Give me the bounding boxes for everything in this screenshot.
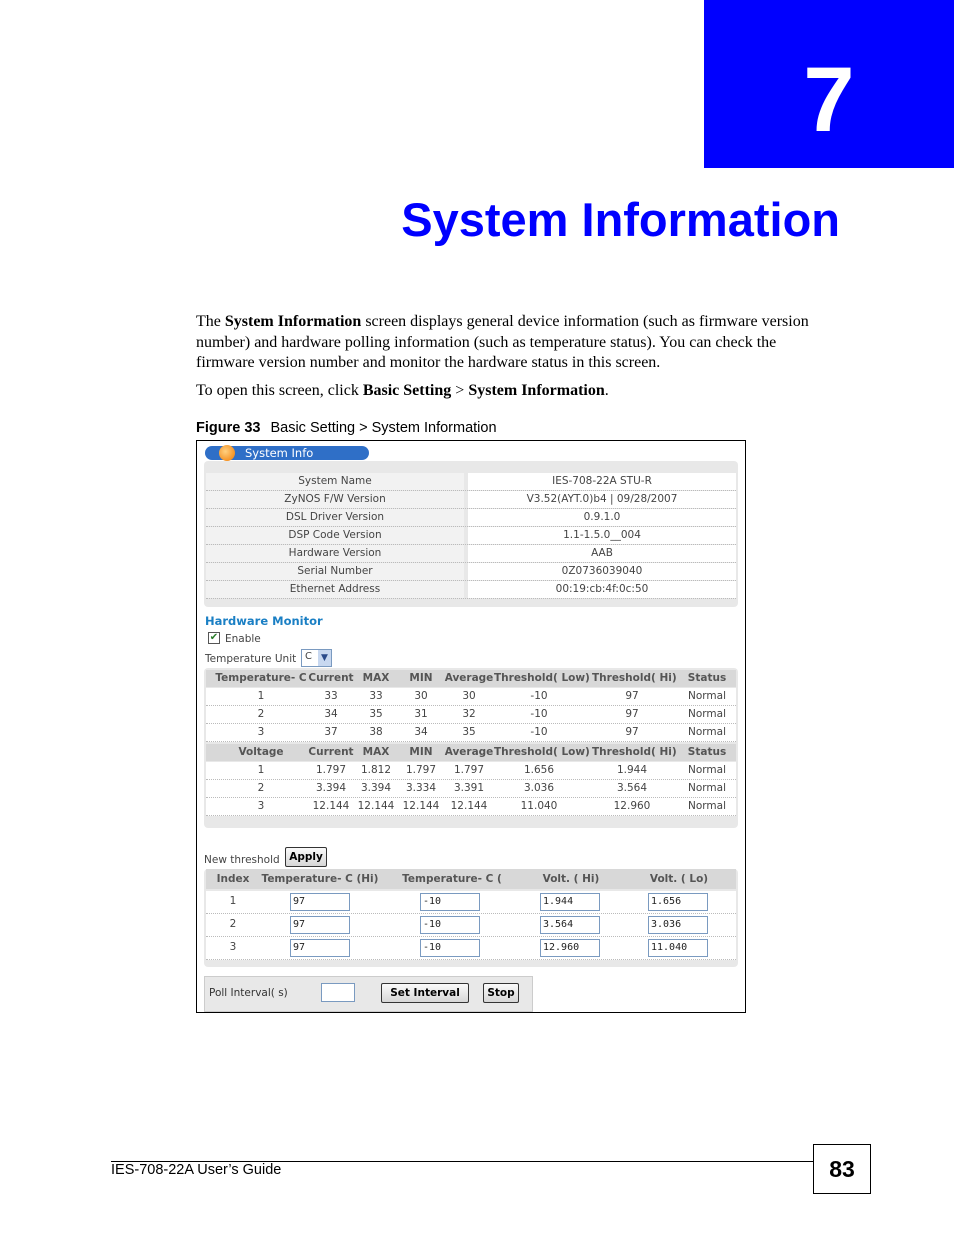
temperature-unit-label: Temperature Unit bbox=[205, 653, 297, 665]
threshold-row: 2 97 -10 3.564 3.036 bbox=[206, 914, 736, 937]
table-row: 2 3.394 3.394 3.334 3.391 3.036 3.564 Normal bbox=[206, 780, 736, 798]
new-threshold-label: New threshold bbox=[204, 854, 280, 866]
info-row: DSL Driver Version 0.9.1.0 bbox=[206, 509, 736, 527]
hardware-monitor-title: Hardware Monitor bbox=[205, 614, 323, 628]
system-info-panel bbox=[204, 461, 738, 607]
temperature-hi-input[interactable]: 97 bbox=[290, 893, 350, 911]
system-info-tab[interactable]: System Info bbox=[205, 446, 369, 460]
temperature-lo-input[interactable]: -10 bbox=[420, 939, 480, 957]
enable-checkbox[interactable]: ✔ bbox=[209, 632, 219, 643]
footer-guide-title: IES-708-22A User’s Guide bbox=[111, 1162, 282, 1178]
chapter-number: 7 bbox=[803, 49, 855, 151]
info-row: ZyNOS F/W Version V3.52(AYT.0)b4 | 09/28/2007 bbox=[206, 491, 736, 509]
intro-paragraph: The System Information screen displays general device information (such as firmware version number) and hardware polling information (such as temperature status). You can check the firmware version number and monitor the hardware status in this screen. bbox=[196, 313, 809, 371]
system-info-screenshot bbox=[196, 440, 746, 1013]
temperature-lo-input[interactable]: -10 bbox=[420, 916, 480, 934]
poll-interval-panel bbox=[204, 976, 533, 1012]
temperature-lo-input[interactable]: -10 bbox=[420, 893, 480, 911]
threshold-row: 1 97 -10 1.944 1.656 bbox=[206, 891, 736, 914]
chapter-title: System Information bbox=[401, 193, 840, 246]
table-row: 1 1.797 1.812 1.797 1.797 1.656 1.944 Normal bbox=[206, 762, 736, 780]
info-row: System Name IES-708-22A STU-R bbox=[206, 473, 736, 491]
voltage-header-row: Voltage Current MAX MIN Average Threshold( Low) Threshold( Hi) Status bbox=[206, 744, 736, 761]
threshold-header-row: Index Temperature- C (Hi) Temperature- C ( Volt. ( Hi) Volt. ( Lo) bbox=[206, 869, 736, 889]
threshold-table bbox=[204, 869, 738, 967]
volt-hi-input[interactable]: 12.960 bbox=[540, 939, 600, 957]
table-row: 3 12.144 12.144 12.144 12.144 11.040 12.960 Normal bbox=[206, 798, 736, 816]
apply-button[interactable]: Apply bbox=[285, 847, 327, 867]
chevron-down-icon: ▼ bbox=[318, 650, 331, 666]
temperature-hi-input[interactable]: 97 bbox=[290, 916, 350, 934]
volt-hi-input[interactable]: 1.944 bbox=[540, 893, 600, 911]
poll-interval-input[interactable] bbox=[321, 983, 355, 1002]
figure-caption: Figure 33 Basic Setting > System Information bbox=[196, 420, 497, 436]
info-row: Ethernet Address 00:19:cb:4f:0c:50 bbox=[206, 581, 736, 599]
set-interval-button[interactable]: Set Interval bbox=[381, 983, 469, 1003]
volt-hi-input[interactable]: 3.564 bbox=[540, 916, 600, 934]
info-row: Hardware Version AAB bbox=[206, 545, 736, 563]
page-number: 83 bbox=[813, 1144, 871, 1194]
info-row: DSP Code Version 1.1-1.5.0__004 bbox=[206, 527, 736, 545]
temperature-unit-select[interactable]: C ▼ bbox=[301, 649, 332, 667]
table-row: 1 33 33 30 30 -10 97 Normal bbox=[206, 688, 736, 706]
volt-lo-input[interactable]: 11.040 bbox=[648, 939, 708, 957]
hardware-status-table bbox=[204, 668, 738, 828]
table-row: 3 37 38 34 35 -10 97 Normal bbox=[206, 724, 736, 742]
orb-icon bbox=[219, 445, 235, 461]
temperature-hi-input[interactable]: 97 bbox=[290, 939, 350, 957]
chapter-number-box bbox=[704, 0, 954, 168]
volt-lo-input[interactable]: 3.036 bbox=[648, 916, 708, 934]
volt-lo-input[interactable]: 1.656 bbox=[648, 893, 708, 911]
info-row: Serial Number 0Z0736039040 bbox=[206, 563, 736, 581]
temperature-header-row: Temperature- C Current MAX MIN Average Threshold( Low) Threshold( Hi) Status bbox=[206, 670, 736, 687]
poll-interval-label: Poll Interval( s) bbox=[209, 987, 288, 999]
enable-label: Enable bbox=[225, 633, 261, 645]
threshold-row: 3 97 -10 12.960 11.040 bbox=[206, 937, 736, 960]
table-row: 2 34 35 31 32 -10 97 Normal bbox=[206, 706, 736, 724]
stop-button[interactable]: Stop bbox=[483, 983, 519, 1003]
navigation-instruction: To open this screen, click Basic Setting > System Information. bbox=[196, 382, 609, 399]
